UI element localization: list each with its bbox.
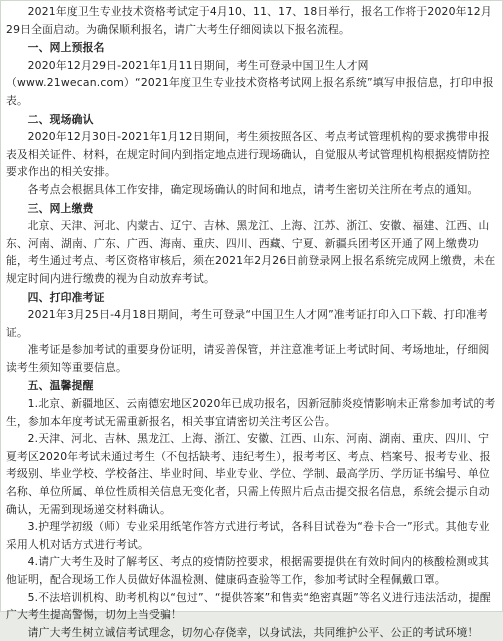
section-online-payment xyxy=(6,200,496,288)
section-paragraph: 2020年12月30日-2021年1月12日期间，考生须按照各区、考点考试管理机构的要求携带申报表及相关证件、材料，在规定时间内到指定地点进行现场确认，自觉服从考试管理机构根据疫情防控要求作出的相关安排。 xyxy=(6,130,490,179)
section-online-preregistration xyxy=(6,39,496,109)
reminder-item: 5.不法培训机构、助考机构以“包过”、“提供答案”和售卖“绝密真题”等名义进行违法活动，提醒广大考生提高警惕，切勿上当受骗！ xyxy=(6,590,491,622)
section-reminders xyxy=(6,377,496,641)
reminder-item: 4.请广大考生及时了解考区、考点的疫情防控要求，根据需要提供在有效时间内的核酸检测或其他证明，配合现场工作人员做好体温检测、健康码查验等工作，参加考试时全程佩戴口罩。 xyxy=(6,555,490,586)
closing-paragraph: 请广大考生树立诚信考试理念，切勿心存侥幸，以身试法，共同维护公平、公正的考试环境！ xyxy=(27,625,479,639)
reminder-item: 3.护理学初级（师）专业采用纸笔作答方式进行考试，各科目试卷为“卷卡合一”形式。其他专业采用人机对话方式进行考试。 xyxy=(6,520,490,551)
section-heading: 三、网上缴费 xyxy=(27,201,94,215)
section-paragraph: 北京、天津、河北、内蒙古、辽宁、吉林、黑龙江、上海、江苏、浙江、安徽、福建、江西、山东、河南、湖南、广东、广西、海南、重庆、四川、西藏、宁夏、新疆兵团考区开通了网上缴费功能，考生通过考点、考区资格审核后，须在2021年2月26日前登录网上报名系统完成网上缴费，未在规定时间内进行缴费的视为自动放弃考试。 xyxy=(6,219,496,285)
section-paragraph: 2021年3月25日-4月18日期间，考生可登录“中国卫生人才网”准考证打印入口下载、打印准考证。 xyxy=(6,308,488,339)
intro-paragraph: 2021年度卫生专业技术资格考试定于4月10、11、17、18日举行，报名工作将于2020年12月29日全面启动。为确保顺利报名，请广大考生仔细阅读以下报名流程。 xyxy=(6,5,492,36)
section-heading: 二、现场确认 xyxy=(27,112,94,126)
reminder-item: 1.北京、新疆地区、云南德宏地区2020年已成功报名，因新冠肺炎疫情影响未正常参加考试的考生，参加本年度考试无需重新报名，相关事宜请密切关注考区公告。 xyxy=(6,397,496,428)
section-onsite-confirmation xyxy=(6,111,496,199)
section-paragraph: 各考点会根据具体工作安排，确定现场确认的时间和地点，请考生密切关注所在考点的通知。 xyxy=(27,182,479,196)
section-paragraph: 准考证是参加考试的重要身份证明，请妥善保管，并注意准考证上考试时间、考场地址，仔细阅读考生须知等重要信息。 xyxy=(6,343,490,374)
section-heading: 五、温馨提醒 xyxy=(27,379,94,393)
section-heading: 四、打印准考证 xyxy=(27,290,105,304)
section-paragraph: 2020年12月29日-2021年1月11日期间，考生可登录中国卫生人才网（www.21wecan.com）“2021年度卫生专业技术资格考试网上报名系统”填写申报信息，打印申报表。 xyxy=(6,58,494,107)
section-heading: 一、网上预报名 xyxy=(27,41,105,55)
reminder-item: 2.天津、河北、吉林、黑龙江、上海、浙江、安徽、江西、山东、河南、湖南、重庆、四川、宁夏考区2020年考试未通过考生（不包括缺考、违纪考生），报考考区、考点、档案号、报考专业、报考级别、毕业学校、学校备注、毕业时间、毕业专业、学位、学制、最高学历、学历证书编号、单位名称、单位所属、单位性质相关信息无变化者，只需上传照片后点击提交报名信息，系统会提示自动确认，无需到现场递交材料确认。 xyxy=(6,432,491,516)
section-print-admission-ticket xyxy=(6,289,496,377)
